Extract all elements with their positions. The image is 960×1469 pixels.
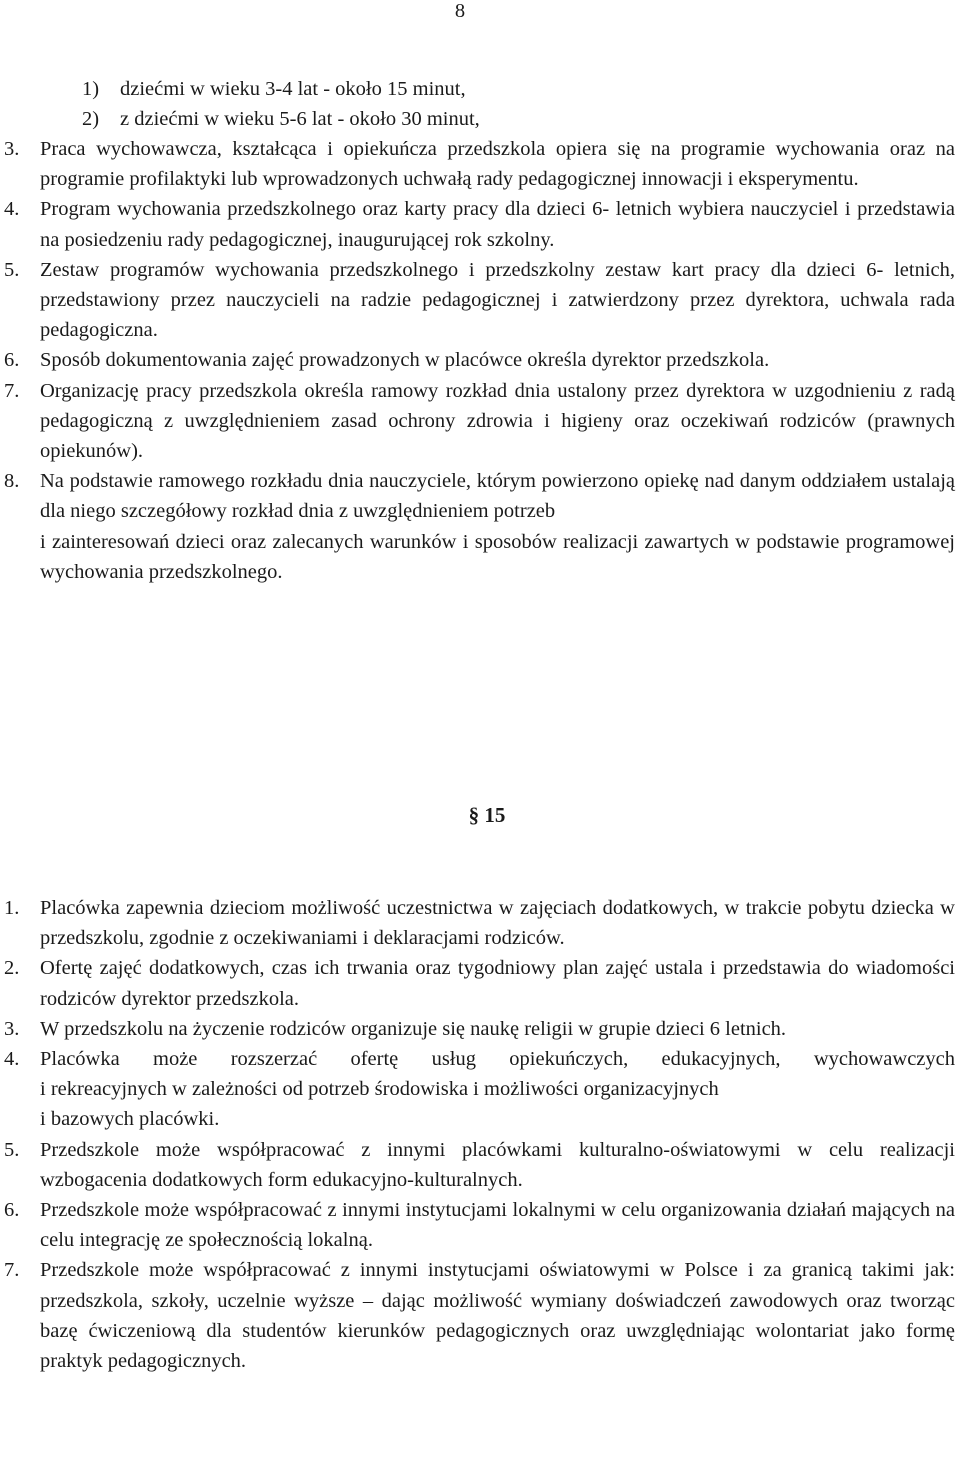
item-number: 2) [82,108,100,131]
item-number: 1. [4,897,20,919]
section-heading [0,800,960,830]
item-number: 5. [4,1138,20,1161]
section-number: 15 [484,803,506,827]
list-item [0,893,960,953]
item-text: z dziećmi w wieku 5-6 lat - około 30 minut, [120,108,480,131]
item-text: Ofertę zajęć dodatkowych, czas ich trwania oraz tygodniowy plan zajęć ustala i przedstawia do wiadomości rodziców dyrektor przedszkola. [40,957,955,1010]
list-item [0,104,960,134]
item-text: Placówka zapewnia dzieciom możliwość uczestnictwa w zajęciach dodatkowych, w trakcie pobytu dziecka w przedszkolu, zgodnie z oczekiwaniami i deklaracjami rodziców. [40,897,955,950]
item-text-line: i zainteresowań dzieci oraz zalecanych warunków i sposobów realizacji zawartych w podstawie programowej wychowania przedszkolnego. [40,530,955,583]
item-text-line: i bazowych placówki. [40,1108,220,1131]
list-item [0,1135,960,1195]
list-item [0,1044,960,1135]
item-text: Przedszkole może współpracować z innymi instytucjami lokalnymi w celu organizowania działań mających na celu integrację ze społecznością lokalną. [40,1199,955,1252]
item-number: 4. [4,1048,20,1071]
numbered-list-a [0,134,960,587]
list-item [0,74,960,104]
list-item [0,1014,960,1044]
item-text: Organizację pracy przedszkola określa ramowy rozkład dnia ustalony przez dyrektora w uzgodnieniu z radą pedagogiczną z uwzględnieniem zasad ochrony zdrowia i higieny oraz oczekiwań rodziców (prawnych opiekunów). [40,379,955,463]
list-item [0,1195,960,1255]
item-number: 5. [4,258,20,281]
item-text: Program wychowania przedszkolnego oraz karty pracy dla dzieci 6- letnich wybiera nauczyciel i przedstawia na posiedzeniu rady pedagogicznej, inaugurującej rok szkolny. [40,198,955,251]
item-text-line: Placówka może rozszerzać ofertę usług opiekuńczych, edukacyjnych, wychowawczych [40,1048,955,1071]
item-number: 3. [4,138,20,160]
item-text: Praca wychowawcza, kształcąca i opiekuńcza przedszkola opiera się na programie wychowania oraz na programie profilaktyki lub wprowadzonych uchwałą rady pedagogicznej innowacji i eksperymentu. [40,138,955,191]
item-text: Zestaw programów wychowania przedszkolnego i przedszkolny zestaw kart pracy dla dzieci 6- letnich, przedstawiony przez nauczycieli na radzie pedagogicznej i zatwierdzony przez dyrektora, uchwala rada pedagogiczna. [40,258,955,342]
item-number: 7. [4,1259,20,1282]
list-item [0,376,960,467]
item-text: Przedszkole może współpracować z innymi instytucjami oświatowymi w Polsce i za granicą takimi jak: przedszkola, szkoły, uczelnie wyższe – dając możliwość wymiany doświadczeń zawodowych oraz tworząc bazę ćwiczeniową dla studentów kierunków pedagogicznych oraz uwzględniając wolontariat jako formę praktyk pedagogicznych. [40,1259,955,1373]
item-number: 4. [4,198,20,221]
item-number: 6. [4,1199,20,1222]
item-number: 7. [4,379,20,402]
list-item [0,1255,960,1376]
list-item [0,953,960,1013]
list-item [0,345,960,375]
item-text: dziećmi w wieku 3-4 lat - około 15 minut, [120,78,466,100]
list-item [0,134,960,194]
item-number: 8. [4,470,20,493]
item-text: Przedszkole może współpracować z innymi placówkami kulturalno-oświatowymi w celu realizacji wzbogacenia dodatkowych form edukacyjno-kulturalnych. [40,1138,955,1191]
numbered-list-b [0,893,960,1376]
item-text-line: Na podstawie ramowego rozkładu dnia nauczyciele, którym powierzono opiekę nad danym oddziałem ustalają dla niego szczegółowy rozkład dnia z uwzględnieniem potrzeb [40,470,955,523]
item-text-line: i rekreacyjnych w zależności od potrzeb środowiska i możliwości organizacyjnych [40,1078,719,1101]
section-sign: § [468,803,480,827]
item-number: 2. [4,957,20,980]
page-number: 8 [454,0,466,22]
item-number: 1) [82,78,100,100]
item-text: Sposób dokumentowania zajęć prowadzonych w placówce określa dyrektor przedszkola. [40,349,770,372]
item-number: 6. [4,349,20,372]
item-number: 3. [4,1017,20,1040]
top-list [0,74,960,134]
item-text: W przedszkolu na życzenie rodziców organizuje się naukę religii w grupie dzieci 6 letnich. [40,1017,787,1040]
list-item [0,255,960,346]
list-item [0,466,960,587]
list-item [0,194,960,254]
